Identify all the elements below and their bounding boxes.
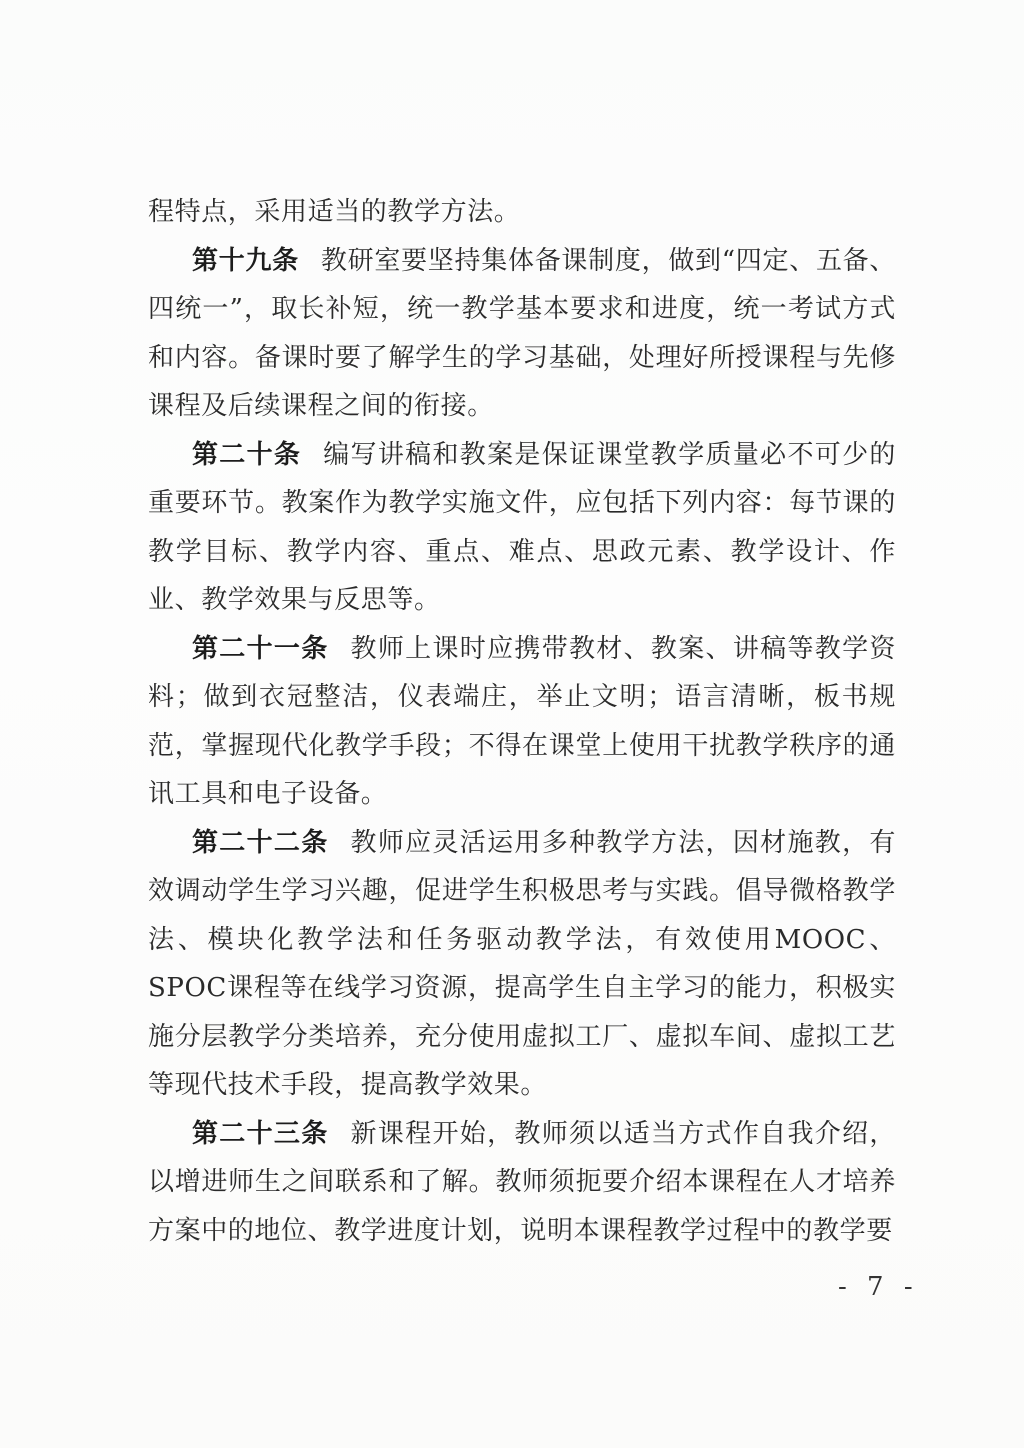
page-number: - 7 - xyxy=(838,1272,919,1302)
article-19 xyxy=(148,237,896,431)
article-title: 第二十三条 xyxy=(192,1118,329,1149)
article-text: 教研室要坚持集体备课制度，做到“四定、五备、四统一”，取长补短，统一教学基本要求和进度，统一考试方式和内容。备课时要了解学生的学习基础，处理好所授课程与先修课程及后续课程之间的衔接。 xyxy=(148,245,896,421)
document-body xyxy=(148,188,896,1255)
article-text: 教师应灵活运用多种教学方法，因材施教，有效调动学生学习兴趣，促进学生积极思考与实践。倡导微格教学法、模块化教学法和任务驱动教学法，有效使用MOOC、SPOC课程等在线学习资源，提高学生自主学习的能力，积极实施分层教学分类培养，充分使用虚拟工厂、虚拟车间、虚拟工艺等现代技术手段，提高教学效果。 xyxy=(148,827,896,1100)
article-22 xyxy=(148,819,896,1110)
article-23 xyxy=(148,1110,896,1256)
article-text: 编写讲稿和教案是保证课堂教学质量必不可少的重要环节。教案作为教学实施文件，应包括下列内容：每节课的教学目标、教学内容、重点、难点、思政元素、教学设计、作业、教学效果与反思等。 xyxy=(148,439,896,615)
article-21 xyxy=(148,625,896,819)
article-title: 第十九条 xyxy=(192,245,299,276)
article-title: 第二十二条 xyxy=(192,827,329,858)
continuation-paragraph: 程特点，采用适当的教学方法。 xyxy=(148,197,521,227)
article-20 xyxy=(148,431,896,625)
article-title: 第二十条 xyxy=(192,439,302,470)
article-text: 新课程开始，教师须以适当方式作自我介绍，以增进师生之间联系和了解。教师须扼要介绍本课程在人才培养方案中的地位、教学进度计划，说明本课程教学过程中的教学要 xyxy=(148,1118,896,1246)
article-text: 教师上课时应携带教材、教案、讲稿等教学资料；做到衣冠整洁，仪表端庄，举止文明；语言清晰，板书规范，掌握现代化教学手段；不得在课堂上使用干扰教学秩序的通讯工具和电子设备。 xyxy=(148,633,896,809)
article-title: 第二十一条 xyxy=(192,633,329,664)
